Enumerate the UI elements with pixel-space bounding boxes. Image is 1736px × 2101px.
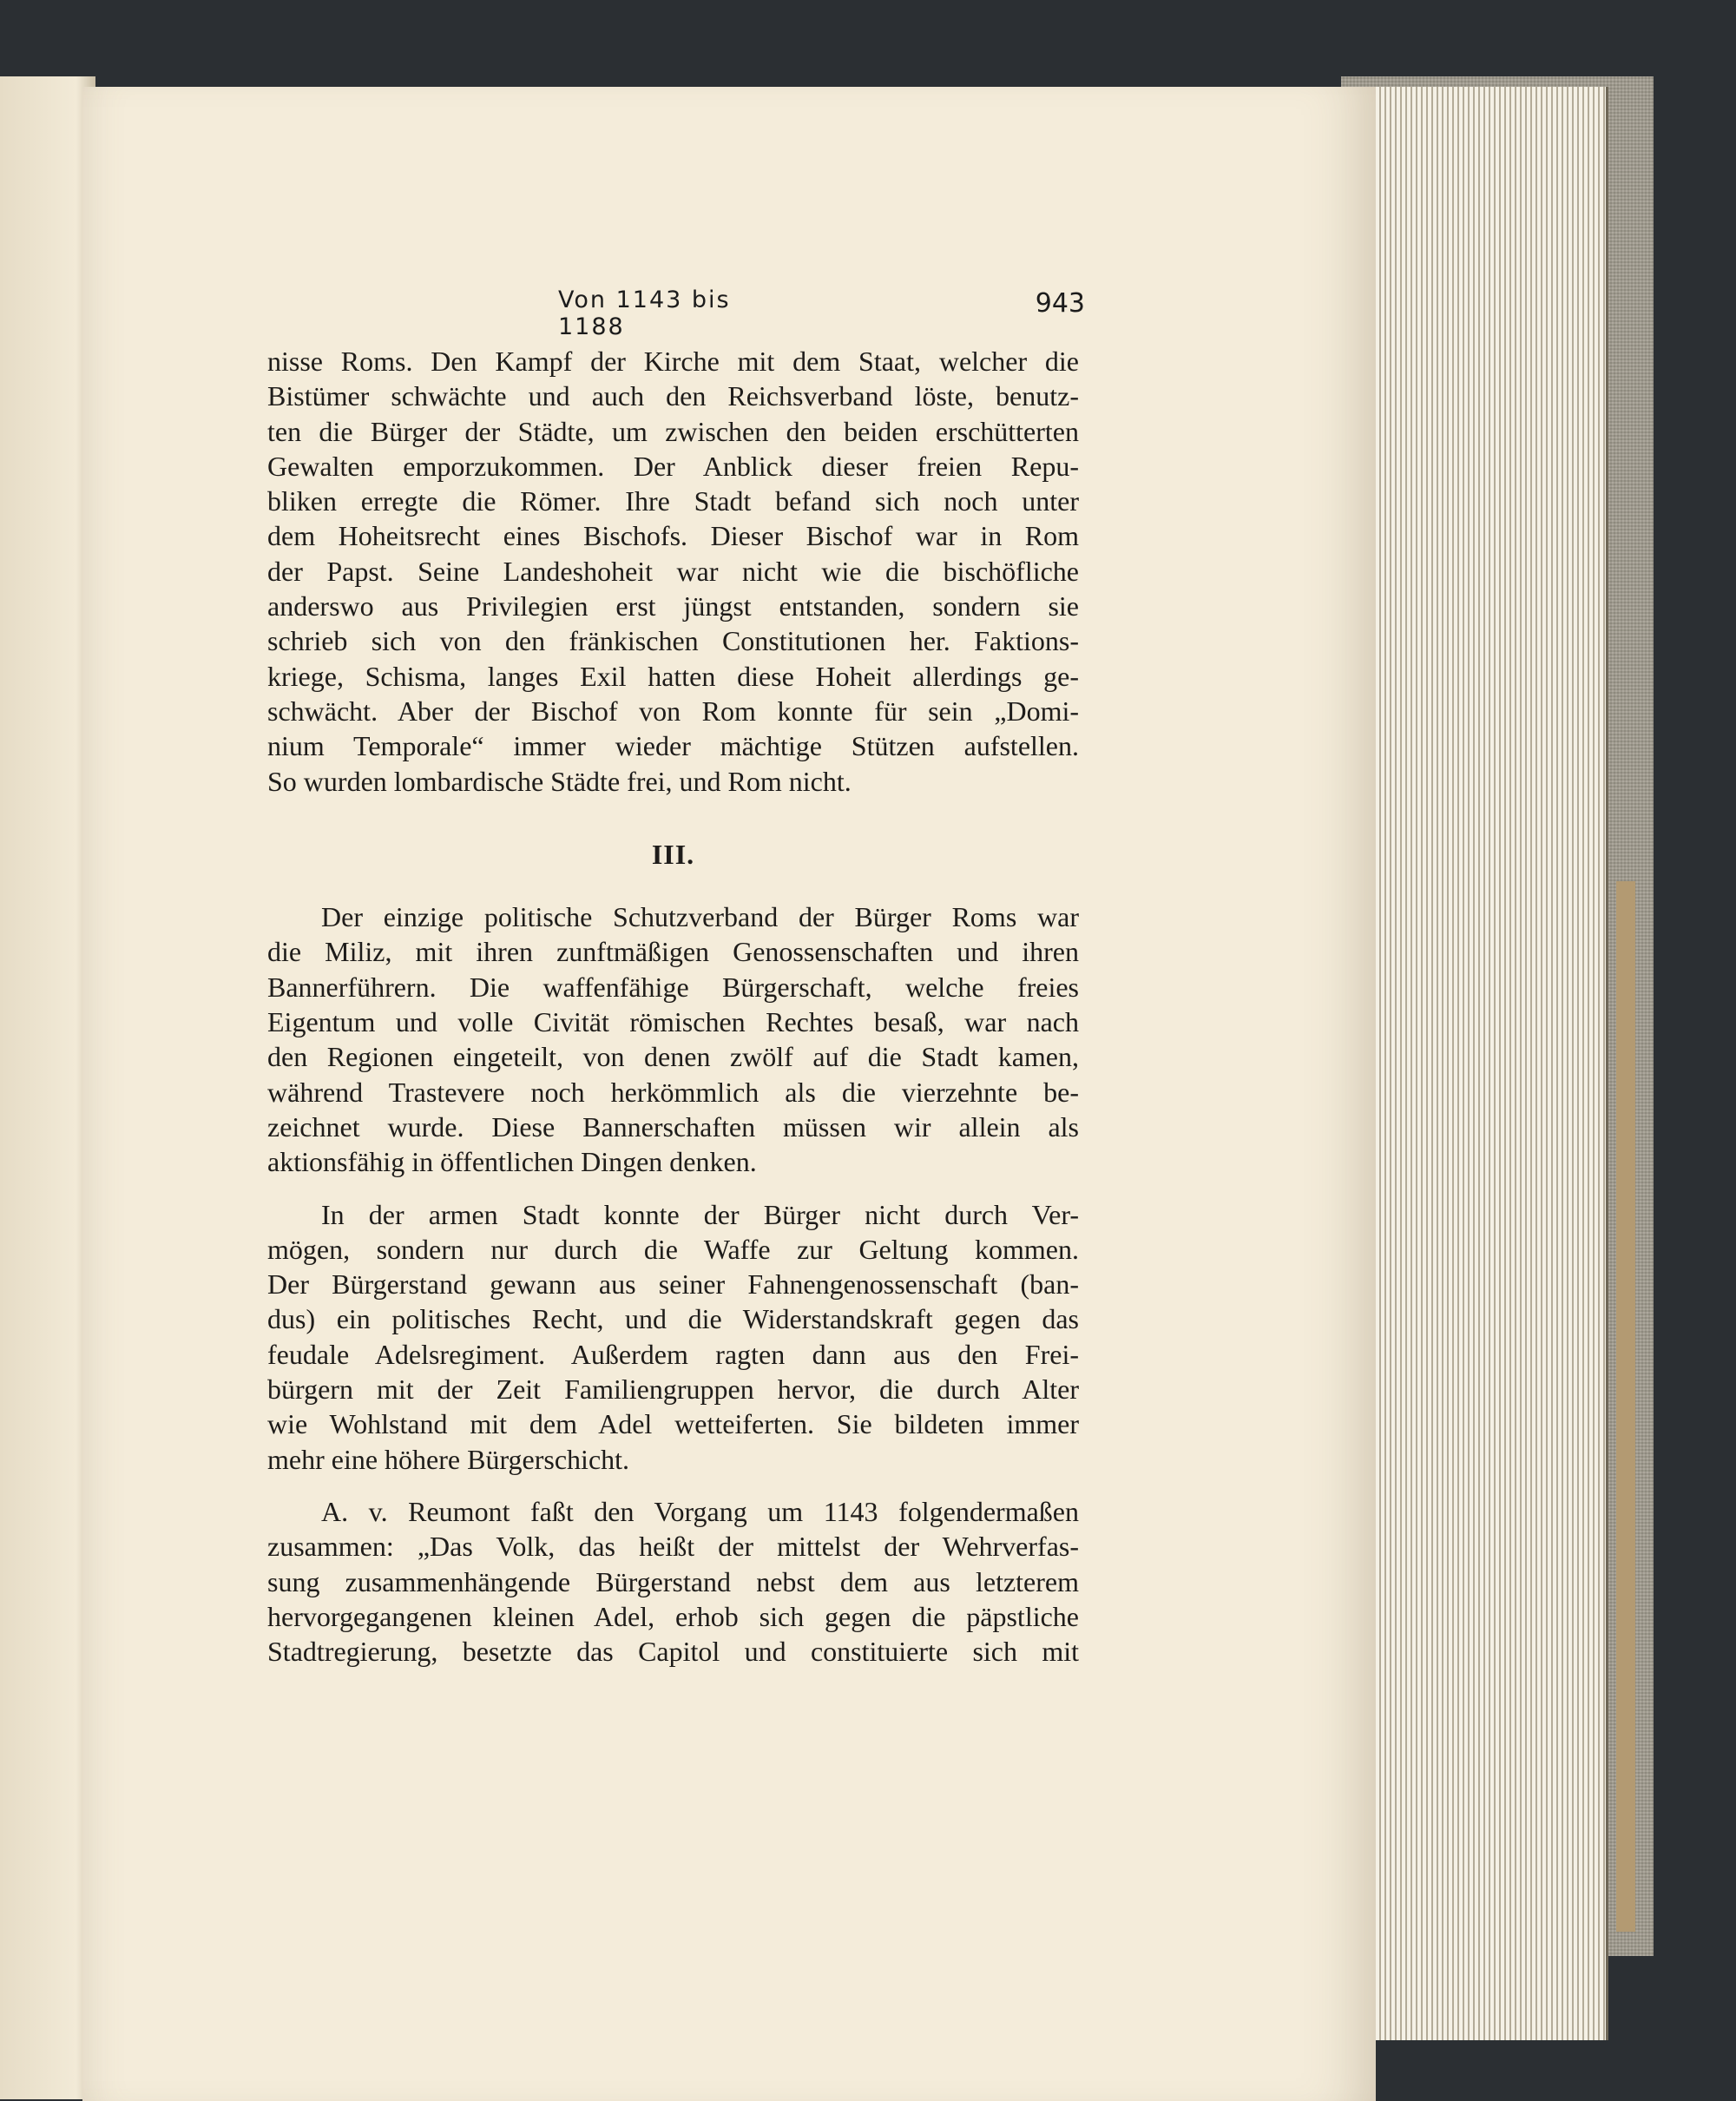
text-line: Der einzige politische Schutzverband der Bürger Roms war	[321, 901, 1079, 933]
text-line: Stadtregierung, besetzte das Capitol und constituierte sich mit	[267, 1636, 1079, 1668]
text-line: dus) ein politisches Recht, und die Widerstandskraft gegen das	[267, 1303, 1079, 1335]
text-line: sung zusammenhängende Bürgerstand nebst dem aus letzterem	[267, 1565, 1079, 1597]
text-line: aktionsfähig in öffentlichen Dingen denken.	[267, 1146, 757, 1178]
text-line: ten die Bürger der Städte, um zwischen den beiden erschütterten	[267, 415, 1079, 447]
text-line: zeichnet wurde. Diese Bannerschaften müssen wir allein als	[267, 1110, 1079, 1143]
paragraph-4	[267, 1494, 1079, 1669]
text-line: die Miliz, mit ihren zunftmäßigen Genossenschaften und ihren	[267, 936, 1079, 968]
text-line: mehr eine höhere Bürgerschicht.	[267, 1443, 630, 1475]
text-line: A. v. Reumont faßt den Vorgang um 1143 folgendermaßen	[321, 1495, 1079, 1527]
page-number: 943	[1035, 288, 1085, 319]
text-line: nium Temporale“ immer wieder mächtige Stützen aufstellen.	[267, 730, 1079, 762]
text-line: In der armen Stadt konnte der Bürger nicht durch Ver-	[321, 1198, 1079, 1230]
running-head: Von 1143 bis 1188	[558, 286, 731, 340]
section-heading: III.	[651, 838, 695, 870]
paragraph-2	[267, 899, 1079, 1179]
text-line: Eigentum und volle Civität römischen Rechtes besaß, war nach	[267, 1006, 1079, 1038]
text-line: nisse Roms. Den Kampf der Kirche mit dem Staat, welcher die	[267, 346, 1079, 377]
text-line: Bannerführern. Die waffenfähige Bürgerschaft, welche freies	[267, 971, 1079, 1003]
text-line: anderswo aus Privilegien erst jüngst entstanden, sondern sie	[267, 590, 1079, 622]
page-block-edges	[1350, 87, 1608, 2040]
text-line: den Regionen eingeteilt, von denen zwölf auf die Stadt kamen,	[267, 1041, 1079, 1073]
text-line: hervorgegangenen kleinen Adel, erhob sich gegen die päpstliche	[267, 1600, 1079, 1632]
text-line: schwächt. Aber der Bischof von Rom konnte für sein „Domi-	[267, 695, 1079, 727]
text-line: dem Hoheitsrecht eines Bischofs. Dieser Bischof war in Rom	[267, 520, 1079, 552]
text-line: Der Bürgerstand gewann aus seiner Fahnengenossenschaft (ban-	[267, 1268, 1079, 1301]
body-text	[267, 344, 1079, 1669]
text-line: Bistümer schwächte und auch den Reichsverband löste, benutz-	[267, 380, 1079, 412]
text-line: bürgern mit der Zeit Familiengruppen hervor, die durch Alter	[267, 1373, 1079, 1406]
paragraph-gap	[267, 1180, 1079, 1197]
text-line: bliken erregte die Römer. Ihre Stadt befand sich noch unter	[267, 485, 1079, 517]
text-line: feudale Adelsregiment. Außerdem ragten dann aus den Frei-	[267, 1338, 1079, 1370]
text-line: der Papst. Seine Landeshoheit war nicht wie die bischöfliche	[267, 555, 1079, 587]
text-line: Gewalten emporzukommen. Der Anblick dieser freien Repu-	[267, 450, 1079, 482]
text-line: schrieb sich von den fränkischen Constitutionen her. Faktions-	[267, 625, 1079, 657]
text-line: zusammen: „Das Volk, das heißt der mittelst der Wehrverfas-	[267, 1531, 1079, 1563]
left-page-edge	[0, 76, 95, 2099]
text-line: So wurden lombardische Städte frei, und Rom nicht.	[267, 765, 852, 797]
text-line: wie Wohlstand mit dem Adel wetteiferten. Sie bildeten immer	[267, 1408, 1079, 1440]
paragraph-1	[267, 344, 1079, 799]
text-line: während Trastevere noch herkömmlich als die vierzehnte be-	[267, 1076, 1079, 1108]
paragraph-3	[267, 1197, 1079, 1477]
text-line: mögen, sondern nur durch die Waffe zur Geltung kommen.	[267, 1233, 1079, 1265]
paragraph-gap	[267, 1477, 1079, 1494]
bookmark-ribbon	[1616, 881, 1635, 1932]
text-line: kriege, Schisma, langes Exil hatten diese Hoheit allerdings ge-	[267, 660, 1079, 692]
